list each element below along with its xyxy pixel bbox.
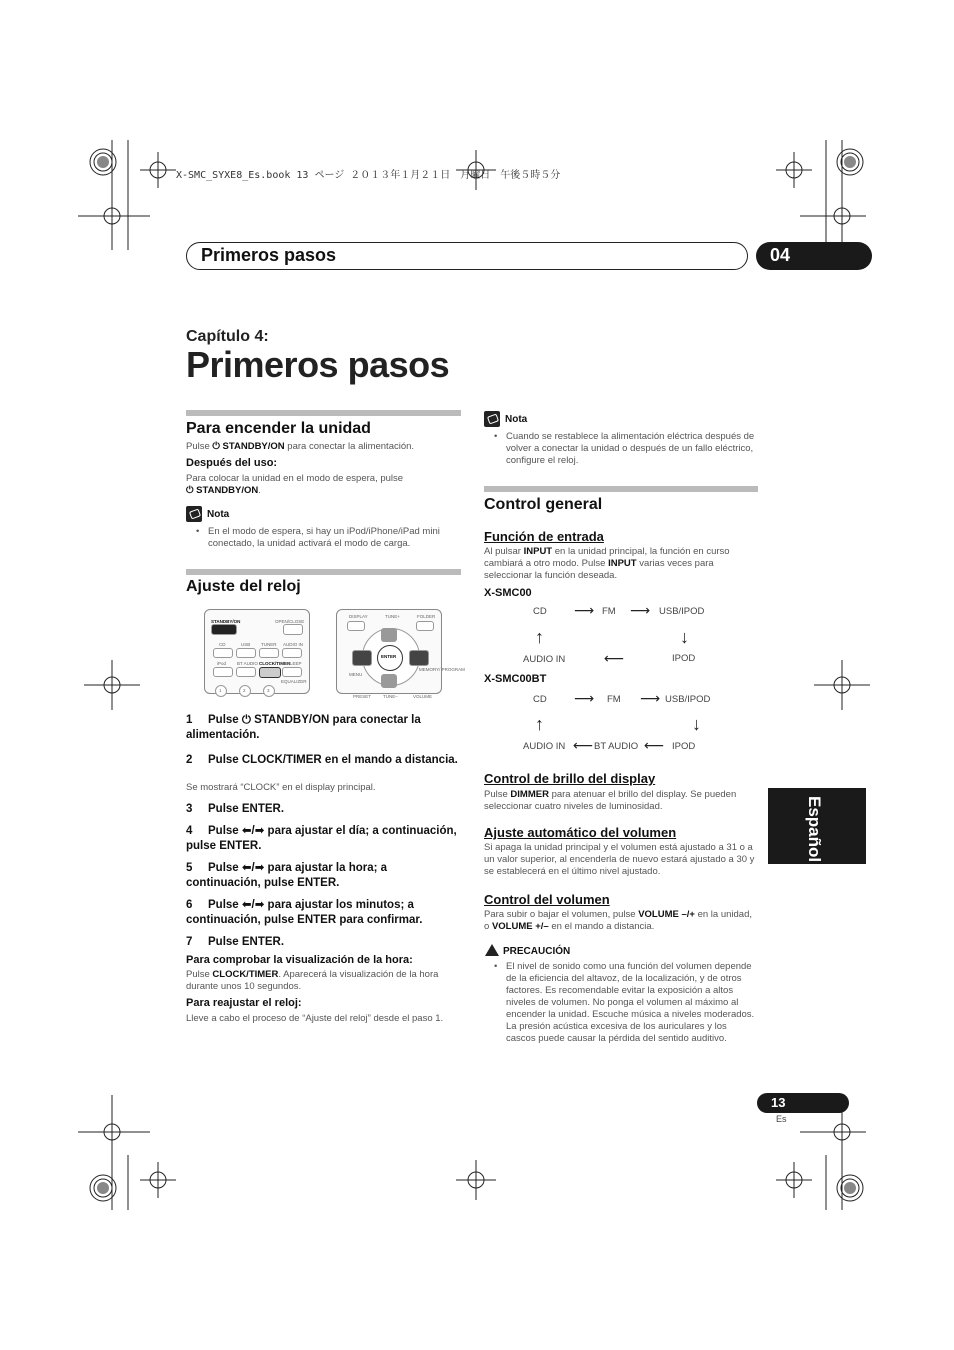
section-rule: [186, 569, 461, 575]
heading-control-general: Control general: [484, 496, 603, 513]
arrow-left-icon: ⟵: [573, 737, 594, 753]
arrow-up-icon: ↑: [535, 714, 544, 734]
note-icon: [484, 411, 500, 427]
after-use-heading: Después del uso:: [186, 457, 278, 469]
diag2-cd: CD: [533, 694, 547, 705]
heading-encender: Para encender la unidad: [186, 420, 371, 437]
arrow-up-icon: ↑: [535, 627, 544, 647]
arrow-right-icon: ⟶: [640, 690, 661, 706]
diag1-fm: FM: [602, 606, 616, 617]
note-icon: [186, 506, 202, 522]
chapter-label: Capítulo 4:: [186, 328, 269, 345]
volumen-text: Para subir o bajar el volumen, pulse VOLUME –/+ en la unidad, o VOLUME +/– en el mando a distancia.: [484, 909, 752, 932]
arrow-right-icon: ⟶: [630, 602, 651, 618]
standby-button: [211, 624, 237, 635]
note-bullet-right: • Cuando se restablece la alimentación eléctrica después de volver a conectar la unidad o después de un fallo eléctrico, configure el reloj.: [506, 431, 758, 467]
arrow-left-icon: ⟵: [604, 650, 625, 666]
diag2-ipod: IPOD: [672, 741, 696, 752]
section-title: Primeros pasos: [201, 245, 337, 265]
encender-text: Pulse ⏻ STANDBY/ON para conectar la alimentación.: [186, 441, 415, 452]
arrow-right-icon: ⟶: [574, 602, 595, 618]
diag1-audioin: AUDIO IN: [523, 654, 566, 665]
remote-illustration-bottom: DISPLAY TUNE+ FOLDER ENTER MENU MEMORY/ PROGRAM PRESET TUNE– VOLUME: [336, 609, 442, 694]
model-x-smc00bt: X-SMC00BT: [484, 673, 547, 685]
step-2-note: Se mostrará “CLOCK” en el display principal.: [186, 782, 376, 793]
step-5: 5 Pulse ⬅/➡ para ajustar la hora; a continuación, pulse ENTER.: [186, 862, 388, 889]
diag1-ipod: IPOD: [672, 653, 696, 664]
step-1: 1 Pulse ⏻ STANDBY/ON para conectar la alimentación.: [186, 714, 421, 741]
language-tab: Español: [768, 788, 866, 864]
language-code: Es: [776, 1114, 787, 1124]
arrow-down-icon: ↓: [692, 714, 701, 734]
open-close-button: [283, 624, 303, 635]
chapter-badge: [756, 242, 872, 270]
check-heading: Para comprobar la visualización de la hora:: [186, 954, 413, 966]
chapter-number: 04: [770, 245, 791, 265]
model-x-smc00: X-SMC00: [484, 587, 532, 599]
funcion-text: Al pulsar INPUT en la unidad principal, la función en curso cambiará a otro modo. Pulse INPUT varias veces para seleccionar la función deseada.: [484, 546, 730, 581]
arrow-left-icon: ⟵: [644, 737, 665, 753]
caution-bullet: • El nivel de sonido como una función del volumen depende de la eficiencia del altavoz, de la localización, y de otros factores. Es recomendable evitar la exposición a altos niveles de volumen. No ponga el volumen al máximo al encender la unidad. Escuche música a niveles moderados. La presión acústica excesiva de los auriculares y los cascos puede causar la pérdida del sentido auditivo.: [506, 961, 758, 1045]
arrow-right-icon: ⟶: [574, 690, 595, 706]
heading-brillo: Control de brillo del display: [484, 771, 656, 786]
reset-text: Lleve a cabo el proceso de “Ajuste del reloj” desde el paso 1.: [186, 1013, 444, 1024]
diag1-usb: USB/IPOD: [659, 606, 705, 617]
note-label: Nota: [207, 509, 230, 520]
caution-label: PRECAUCIÓN: [503, 946, 571, 957]
diag2-btaudio: BT AUDIO: [594, 741, 639, 752]
diag2-fm: FM: [607, 694, 621, 705]
arrow-down-icon: ↓: [680, 627, 689, 647]
heading-reloj: Ajuste del reloj: [186, 578, 301, 595]
diag2-usb: USB/IPOD: [665, 694, 711, 705]
after-use-text: Para colocar la unidad en el modo de espera, pulse ⏻ STANDBY/ON.: [186, 473, 404, 496]
diag1-cd: CD: [533, 606, 547, 617]
step-2: 2 Pulse CLOCK/TIMER en el mando a distancia.: [186, 754, 458, 766]
remote-illustration-top: STANDBY/ON OPEN/CLOSE CD USB TUNER AUDIO IN iPod BT AUDIO CLOCK/TIMER SLEEP EQUALIZER 1 2 3: [204, 609, 310, 694]
auto-volumen-text: Si apaga la unidad principal y el volumen está ajustado a 31 o a un valor superior, al encenderla de nuevo estará ajustado a 30 y se establecerá en el último nivel ajustado.: [484, 842, 755, 877]
warning-icon: [485, 944, 499, 956]
heading-volumen: Control del volumen: [484, 892, 610, 907]
brillo-text: Pulse DIMMER para atenuar el brillo del display. Se pueden seleccionar cuatro niveles de luminosidad.: [484, 789, 737, 812]
step-7: 7 Pulse ENTER.: [186, 936, 285, 948]
check-text: Pulse CLOCK/TIMER. Aparecerá la visualización de la hora durante unos 10 segundos.: [186, 969, 439, 992]
clock-timer-button: [259, 667, 281, 678]
left-arrow-button: [352, 650, 372, 666]
note-label-right: Nota: [505, 414, 528, 425]
heading-funcion-entrada: Función de entrada: [484, 529, 604, 544]
file-header-line: X-SMC_SYXE8_Es.book 13 ページ ２０１３年１月２１日 月曜日 午後５時５分: [176, 170, 561, 181]
right-arrow-button: [409, 650, 429, 666]
section-rule: [186, 410, 461, 416]
section-title-bar: [186, 242, 748, 270]
step-4: 4 Pulse ⬅/➡ para ajustar el día; a continuación, pulse ENTER.: [186, 825, 457, 852]
reset-heading: Para reajustar el reloj:: [186, 997, 302, 1009]
step-3: 3 Pulse ENTER.: [186, 803, 285, 815]
note-bullet: • En el modo de espera, si hay un iPod/iPhone/iPad mini conectado, la unidad activará el modo de carga.: [208, 526, 460, 550]
section-rule: [484, 486, 758, 492]
page-number-badge: 13: [757, 1093, 849, 1113]
chapter-title: Primeros pasos: [186, 344, 450, 385]
heading-auto-volumen: Ajuste automático del volumen: [484, 825, 677, 840]
diag2-audioin: AUDIO IN: [523, 741, 566, 752]
step-6: 6 Pulse ⬅/➡ para ajustar los minutos; a continuación, pulse ENTER para confirmar.: [186, 899, 423, 926]
